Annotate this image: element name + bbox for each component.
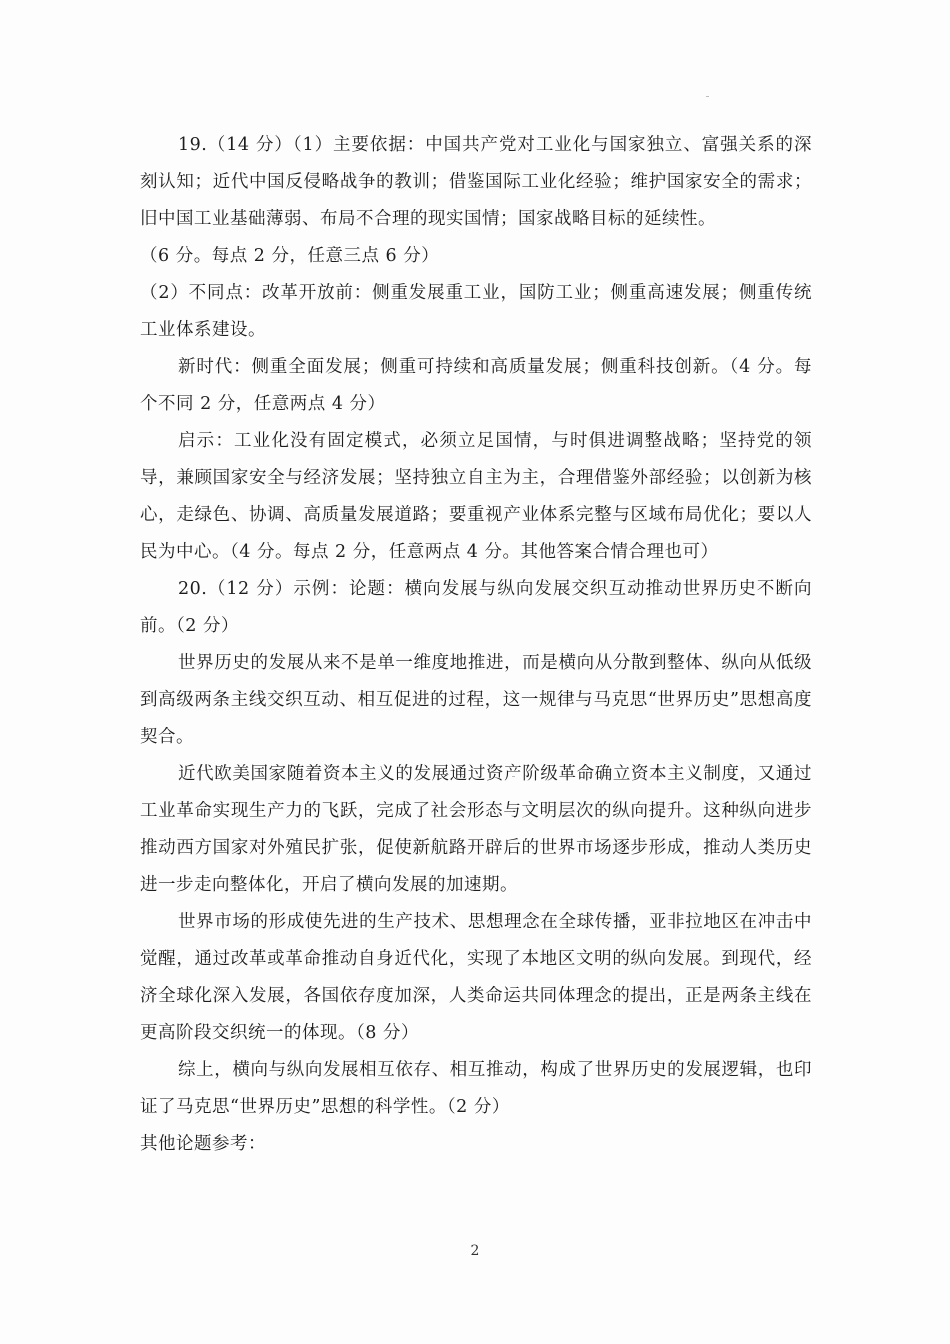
- paragraph-q20-intro: 世界历史的发展从来不是单一维度地推进，而是横向从分散到整体、纵向从低级到高级两条主线交织互动、相互促进的过程，这一规律与马克思“世界历史”思想高度契合。: [140, 653, 812, 747]
- paragraph-q19-part1-scoring: （6 分。每点 2 分，任意三点 6 分）: [140, 246, 440, 266]
- paragraph-q19-part1: 19.（14 分）（1）主要依据：中国共产党对工业化与国家独立、富强关系的深刻认知；近代中国反侵略战争的教训；借鉴国际工业化经验；维护国家安全的需求；旧中国工业基础薄弱、布局不合理的现实国情；国家战略目标的延续性。: [140, 135, 812, 229]
- paragraph-q20-modern-europe: 近代欧美国家随着资本主义的发展通过资产阶级革命确立资本主义制度，又通过工业革命实现生产力的飞跃，完成了社会形态与文明层次的纵向提升。这种纵向进步推动西方国家对外殖民扩张，促使新航路开辟后的世界市场逐步形成，推动人类历史进一步走向整体化，开启了横向发展的加速期。: [140, 764, 812, 895]
- paragraph-other-theses: 其他论题参考：: [140, 1134, 266, 1154]
- page-number: 2: [470, 1243, 480, 1259]
- scan-speck: [706, 96, 709, 97]
- paragraph-q20-world-market: 世界市场的形成使先进的生产技术、思想理念在全球传播，亚非拉地区在冲击中觉醒，通过改革或革命推动自身近代化，实现了本地区文明的纵向发展。到现代，经济全球化深入发展，各国依存度加深，人类命运共同体理念的提出，正是两条主线在更高阶段交织统一的体现。（8 分）: [140, 912, 812, 1043]
- paragraph-q19-part2-difference: （2）不同点：改革开放前：侧重发展重工业，国防工业；侧重高速发展；侧重传统工业体系建设。: [140, 283, 812, 340]
- paragraph-q19-inspiration: 启示：工业化没有固定模式，必须立足国情，与时俱进调整战略；坚持党的领导，兼顾国家安全与经济发展；坚持独立自主为主，合理借鉴外部经验；以创新为核心，走绿色、协调、高质量发展道路；要重视产业体系完整与区域布局优化；要以人民为中心。（4 分。每点 2 分，任意两点 4 分。其他答案合情合理也可）: [140, 431, 812, 562]
- paragraph-q20-thesis: 20.（12 分）示例：论题：横向发展与纵向发展交织互动推动世界历史不断向前。（2 分）: [140, 579, 812, 636]
- paragraph-q19-new-era: 新时代：侧重全面发展；侧重可持续和高质量发展；侧重科技创新。（4 分。每个不同 2 分，任意两点 4 分）: [140, 357, 812, 414]
- answer-text-body: [140, 127, 812, 1163]
- paragraph-q20-conclusion: 综上，横向与纵向发展相互依存、相互推动，构成了世界历史的发展逻辑，也印证了马克思“世界历史”思想的科学性。（2 分）: [140, 1060, 812, 1117]
